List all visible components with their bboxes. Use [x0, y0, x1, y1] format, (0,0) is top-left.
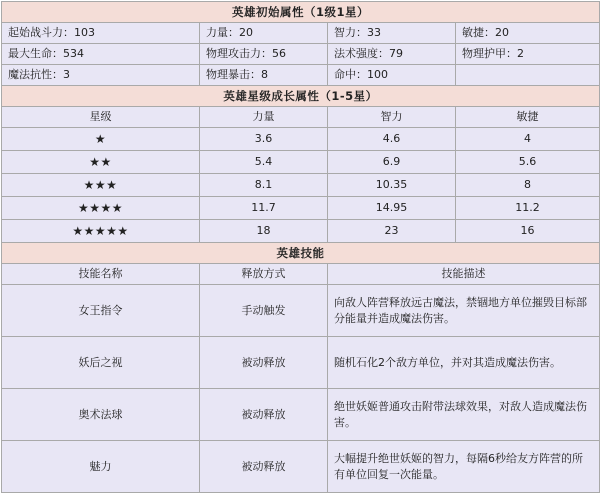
skill-desc: 绝世妖姬普通攻击附带法球效果，对敌人造成魔法伤害。	[328, 389, 600, 441]
col-header-agi: 敏捷	[456, 107, 600, 128]
table-row	[2, 197, 600, 220]
table-row	[2, 23, 600, 44]
table-row	[2, 389, 600, 441]
table-row	[2, 441, 600, 493]
skill-desc: 向敌人阵营释放远古魔法，禁锢地方单位摧毁目标部分能量并造成魔法伤害。	[328, 285, 600, 337]
star-rating: ★★	[2, 151, 200, 174]
str-value: 5.4	[200, 151, 328, 174]
agi-value: 5.6	[456, 151, 600, 174]
attr-cell: 起始战斗力：103	[2, 23, 200, 44]
skill-mode: 被动释放	[200, 389, 328, 441]
int-value: 6.9	[328, 151, 456, 174]
str-value: 11.7	[200, 197, 328, 220]
int-value: 14.95	[328, 197, 456, 220]
attr-cell: 力量：20	[200, 23, 328, 44]
star-rating: ★	[2, 128, 200, 151]
table-row	[2, 44, 600, 65]
str-value: 18	[200, 220, 328, 243]
table-row	[2, 151, 600, 174]
basic-title: 英雄初始属性（1级1星）	[2, 2, 600, 23]
attr-cell: 法术强度：79	[328, 44, 456, 65]
section-header-growth	[2, 86, 600, 107]
skills-title: 英雄技能	[2, 243, 600, 264]
star-rating: ★★★	[2, 174, 200, 197]
agi-value: 16	[456, 220, 600, 243]
attr-cell: 敏捷：20	[456, 23, 600, 44]
table-row	[2, 174, 600, 197]
star-rating: ★★★★	[2, 197, 200, 220]
table-row	[2, 128, 600, 151]
int-value: 23	[328, 220, 456, 243]
star-rating: ★★★★★	[2, 220, 200, 243]
skill-name: 妖后之视	[2, 337, 200, 389]
agi-value: 11.2	[456, 197, 600, 220]
table-row	[2, 65, 600, 86]
skill-name: 女王指令	[2, 285, 200, 337]
attr-cell: 魔法抗性：3	[2, 65, 200, 86]
attr-cell: 最大生命：534	[2, 44, 200, 65]
attr-cell: 物理暴击：8	[200, 65, 328, 86]
str-value: 3.6	[200, 128, 328, 151]
skill-mode: 被动释放	[200, 441, 328, 493]
table-row	[2, 220, 600, 243]
attr-cell	[456, 65, 600, 86]
col-header-skill-name: 技能名称	[2, 264, 200, 285]
attr-cell: 智力：33	[328, 23, 456, 44]
growth-header-row	[2, 107, 600, 128]
int-value: 4.6	[328, 128, 456, 151]
attr-cell: 命中：100	[328, 65, 456, 86]
skill-mode: 手动触发	[200, 285, 328, 337]
col-header-int: 智力	[328, 107, 456, 128]
str-value: 8.1	[200, 174, 328, 197]
col-header-str: 力量	[200, 107, 328, 128]
table-row	[2, 337, 600, 389]
int-value: 10.35	[328, 174, 456, 197]
hero-info-table	[1, 1, 600, 493]
skill-name: 奥术法球	[2, 389, 200, 441]
attr-cell: 物理护甲：2	[456, 44, 600, 65]
skill-name: 魅力	[2, 441, 200, 493]
skill-desc: 大幅提升绝世妖姬的智力，每隔6秒给友方阵营的所有单位回复一次能量。	[328, 441, 600, 493]
skill-mode: 被动释放	[200, 337, 328, 389]
growth-title: 英雄星级成长属性（1-5星）	[2, 86, 600, 107]
agi-value: 8	[456, 174, 600, 197]
attr-cell: 物理攻击力：56	[200, 44, 328, 65]
table-row	[2, 285, 600, 337]
skills-header-row	[2, 264, 600, 285]
col-header-star: 星级	[2, 107, 200, 128]
skill-desc: 随机石化2个敌方单位，并对其造成魔法伤害。	[328, 337, 600, 389]
section-header-skills	[2, 243, 600, 264]
col-header-skill-mode: 释放方式	[200, 264, 328, 285]
col-header-skill-desc: 技能描述	[328, 264, 600, 285]
agi-value: 4	[456, 128, 600, 151]
section-header-basic	[2, 2, 600, 23]
